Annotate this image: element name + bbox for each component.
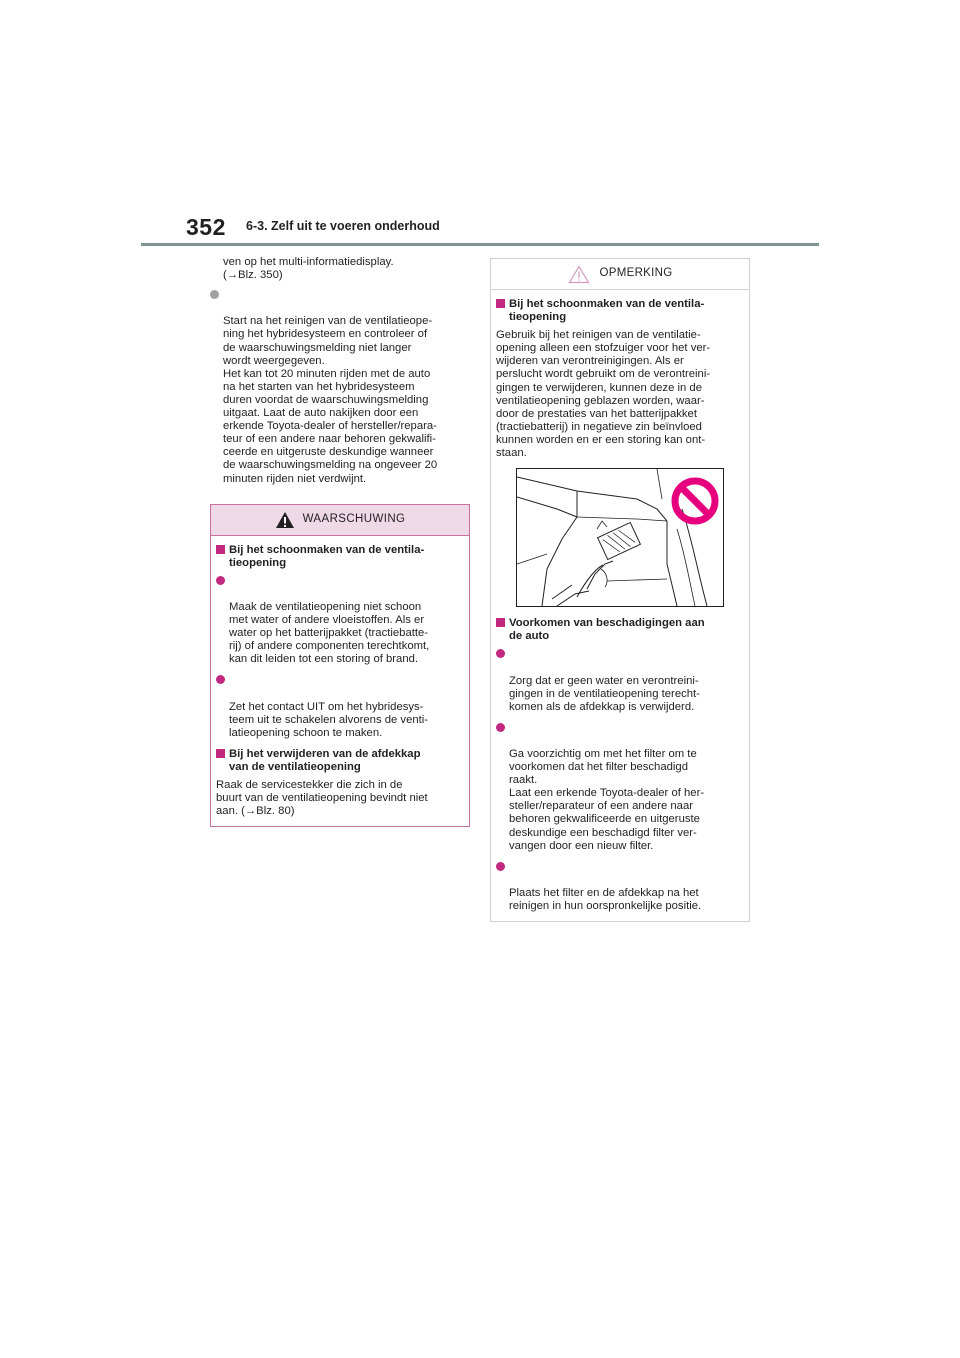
- note-title: OPMERKING: [599, 267, 673, 280]
- note-body-text: Gebruik bij het reinigen van de ventilatie- opening alleen een stofzuiger voor het ver- wijderen van verontreinigingen. Als er perslucht wordt gebruikt om de verontreini- gingen te verwijderen, kunnen deze in de ventilatieopening geblazen worden, waar- door de prestaties van het batterijpakket (tractiebatterij) in negatieve zin beïnvloed kunnen worden en er een storing kan ont- staan.: [496, 329, 711, 460]
- bullet-text: Ga voorzichtig om met het filter om te voorkomen dat het filter beschadigd raakt. Laat een erkende Toyota-dealer of her- steller/reparateur of een andere naar behoren gekwalificeerde en uitgeruste deskundige een beschadigd filter ver- vangen door een nieuw filter.: [509, 747, 705, 852]
- bullet-dot-icon: [216, 576, 225, 585]
- vent-cleaning-illustration: [516, 468, 724, 607]
- left-column: [210, 256, 470, 827]
- note-header: [491, 259, 749, 290]
- bullet-text: Zorg dat er geen water en verontreini- gingen in de ventilatieopening terecht- komen als de afdekkap is verwijderd.: [509, 674, 700, 713]
- bullet-item: [496, 861, 744, 913]
- subhead-text: Bij het schoonmaken van de ventila- tieopening: [229, 543, 425, 569]
- warning-body-text: Raak de servicestekker die zich in de buurt van de ventilatieopening bevindt niet aan. (→Blz. 80): [216, 779, 428, 818]
- section-title: 6-3. Zelf uit te voeren onderhoud: [246, 219, 440, 233]
- warning-subhead: [216, 748, 464, 774]
- square-bullet-icon: [216, 749, 225, 758]
- bullet-dot-icon: [210, 290, 219, 299]
- note-box: [490, 258, 750, 922]
- warning-body: [211, 536, 469, 827]
- page-number: 352: [186, 214, 226, 240]
- bullet-text: Plaats het filter en de afdekkap na het reinigen in hun oorspronkelijke positie.: [509, 886, 702, 912]
- square-bullet-icon: [216, 545, 225, 554]
- bullet-dot-icon: [496, 649, 505, 658]
- bullet-dot-icon: [216, 675, 225, 684]
- note-body: [491, 290, 749, 921]
- bullet-item: [216, 575, 464, 667]
- note-subhead: [496, 617, 744, 643]
- bullet-item: [210, 289, 470, 485]
- bullet-item: [496, 722, 744, 853]
- bullet-dot-icon: [496, 862, 505, 871]
- warning-box: [210, 504, 470, 828]
- bullet-item: [496, 648, 744, 713]
- header-rule: [141, 243, 819, 246]
- bullet-text: Maak de ventilatieopening niet schoon met water of andere vloeistoffen. Als er water op het batterijpakket (tractiebatte- rij) of andere componenten terechtkomt, kan dit leiden tot een storing of brand.: [229, 600, 430, 666]
- subhead-text: Voorkomen van beschadigingen aan de auto: [509, 617, 705, 643]
- warning-header: [211, 505, 469, 536]
- square-bullet-icon: [496, 618, 505, 627]
- continued-text: ven op het multi-informatiedisplay. (→Blz. 350): [223, 256, 394, 282]
- square-bullet-icon: [496, 299, 505, 308]
- bullet-dot-icon: [496, 723, 505, 732]
- bullet-text: Start na het reinigen van de ventilatieope- ning het hybridesysteem en controleer of de waarschuwingsmelding niet langer wordt weergegeven. Het kan tot 20 minuten rijden met de auto na het starten van het hybridesysteem duren voordat de waarschuwingsmelding uitgaat. Laat de auto nakijken door een erkende Toyota-dealer of hersteller/repara- teur of een andere naar behoren gekwalifi- ceerde en uitgeruste deskundige wanneer de waarschuwingsmelding na ongeveer 20 minuten rijden niet verdwijnt.: [223, 315, 438, 485]
- warning-title: WAARSCHUWING: [302, 512, 406, 525]
- bullet-text: Zet het contact UIT om het hybridesys- teem uit te schakelen alvorens de venti- latieopening schoon te maken.: [229, 700, 429, 739]
- warning-triangle-icon: [275, 511, 295, 529]
- note-subhead: [496, 298, 744, 324]
- right-column: [490, 258, 750, 922]
- caution-triangle-outline-icon: [568, 265, 590, 284]
- subhead-text: Bij het schoonmaken van de ventila- tieopening: [509, 298, 705, 324]
- bullet-item: [216, 674, 464, 739]
- subhead-text: Bij het verwijderen van de afdekkap van de ventilatieopening: [229, 747, 421, 773]
- warning-subhead: [216, 544, 464, 570]
